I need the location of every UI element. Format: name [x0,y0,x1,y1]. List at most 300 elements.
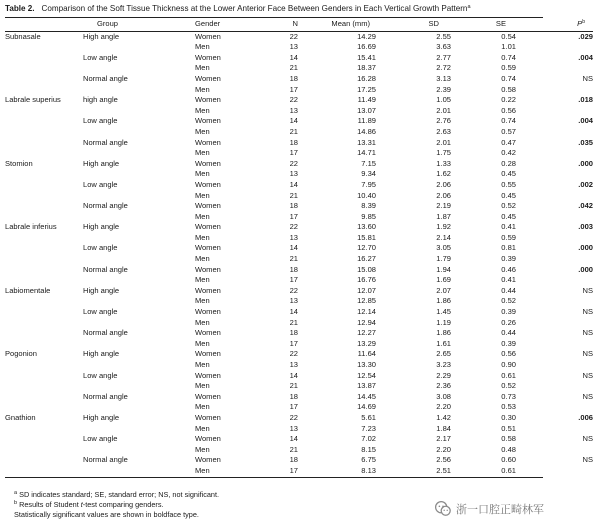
cell-parameter [5,265,83,276]
cell-gender: Women [195,95,221,105]
cell-p-value: NS [582,73,593,83]
cell-p-value: .003 [578,222,593,232]
cell-p-value: NS [582,370,593,380]
cell-gender: Women [195,349,221,359]
cell-group: Normal angle [83,391,128,401]
cell-sd: 2.01 [436,105,451,115]
cell-parameter [5,116,83,127]
header-parameter [5,18,83,31]
cell-gender: Women [195,179,221,189]
cell-group: Normal angle [83,137,128,147]
cell-se: 0.45 [501,190,516,200]
cell-mean: 11.89 [357,116,376,126]
cell-p-value: .035 [578,137,593,147]
cell-n: 14 [289,116,298,126]
cell-gender: Women [195,412,221,422]
cell-parameter [5,243,83,254]
cell-mean: 14.29 [357,31,376,41]
cell-group: Low angle [83,52,118,62]
cell-gender: Men [195,105,210,115]
cell-group: High angle [83,412,120,422]
cell-se: 0.39 [501,338,516,348]
cell-group: Low angle [83,116,118,126]
cell-gender: Women [195,31,221,41]
cell-n: 17 [289,84,298,94]
cell-n: 22 [289,222,298,232]
table-row [5,159,593,170]
cell-p-value [516,191,593,202]
cell-mean: 18.37 [357,63,376,73]
cell-p-value: NS [582,391,593,401]
wechat-logo-icon [434,500,452,518]
footnote-b [14,500,434,510]
cell-p-value [516,296,593,307]
cell-p-value [516,254,593,265]
cell-mean: 13.30 [357,360,376,369]
cell-sd: 3.23 [436,360,451,369]
cell-se: 0.55 [501,179,516,189]
cell-sd: 1.84 [436,423,451,433]
cell-se: 0.51 [501,423,516,433]
cell-se: 0.39 [501,254,516,264]
cell-group [83,148,195,159]
cell-gender: Women [195,264,221,274]
cell-parameter [5,138,83,149]
cell-p-value [516,106,593,117]
cell-se: 0.22 [501,95,516,105]
cell-mean: 13.29 [357,338,376,348]
cell-parameter: Labiomentale [5,285,51,295]
cell-p-value: NS [582,285,593,295]
cell-gender: Men [195,63,210,73]
footnote-a-text: SD indicates standard; SE, standard error; NS, not significant. [19,490,220,499]
table-row [5,127,593,138]
cell-sd: 1.62 [436,169,451,179]
cell-parameter [5,63,83,74]
table-row [5,138,593,149]
cell-p-value: NS [582,307,593,317]
table-row [5,434,593,445]
cell-group [83,296,195,307]
cell-sd: 3.13 [436,73,451,83]
table-row [5,455,593,466]
cell-sd: 1.19 [436,317,451,327]
cell-sd: 2.36 [436,381,451,391]
cell-mean: 14.45 [357,391,376,401]
cell-gender: Men [195,465,210,475]
cell-gender: Men [195,42,210,52]
cell-gender: Men [195,169,210,179]
table-row [5,95,593,106]
cell-n: 17 [289,402,298,412]
table-row [5,191,593,202]
table-row [5,402,593,413]
table-row [5,180,593,191]
cell-parameter [5,42,83,53]
data-table [5,18,593,477]
cell-group [83,106,195,117]
table-row [5,307,593,318]
cell-mean: 15.41 [357,52,376,62]
table-row [5,148,593,159]
cell-mean: 12.85 [357,296,376,306]
cell-mean: 14.86 [357,126,376,136]
cell-sd: 1.87 [436,211,451,221]
cell-parameter [5,148,83,159]
table-row [5,53,593,64]
cell-gender: Men [195,317,210,327]
header-n: N [263,18,298,31]
cell-sd: 2.39 [436,84,451,94]
cell-mean: 12.27 [357,328,376,338]
cell-n: 13 [289,232,298,242]
cell-gender: Women [195,222,221,232]
header-se: SE [451,18,516,31]
cell-gender: Women [195,201,221,211]
table-row [5,318,593,329]
cell-parameter [5,254,83,265]
cell-mean: 12.14 [357,307,376,317]
cell-gender: Men [195,190,210,200]
cell-gender: Women [195,434,221,444]
cell-se: 0.56 [501,105,516,115]
cell-group [83,339,195,350]
table-row [5,381,593,392]
cell-mean: 16.28 [357,73,376,83]
cell-p-value [516,318,593,329]
cell-sd: 3.05 [436,243,451,253]
table-row [5,466,593,477]
cell-n: 14 [289,434,298,444]
cell-group [83,85,195,96]
table-row [5,201,593,212]
cell-p-value [516,360,593,371]
cell-gender: Women [195,243,221,253]
watermark-text: 浙一口腔正畸林军 [456,504,544,516]
cell-parameter: Pogonion [5,349,37,359]
cell-n: 18 [289,264,298,274]
cell-sd: 1.45 [436,307,451,317]
header-p-label: P [577,19,583,28]
table-row [5,169,593,180]
table-body [5,31,593,476]
cell-group [83,212,195,223]
cell-se: 0.56 [501,349,516,359]
footnote-b-italic: t [80,500,83,509]
cell-se: 0.44 [501,328,516,338]
cell-parameter [5,275,83,286]
cell-parameter [5,180,83,191]
cell-p-value: .004 [578,116,593,126]
cell-group: Normal angle [83,328,128,338]
cell-group: Low angle [83,243,118,253]
cell-parameter [5,127,83,138]
cell-p-value [516,233,593,244]
cell-n: 17 [289,338,298,348]
header-gender: Gender [195,18,263,31]
cell-n: 21 [289,444,298,454]
cell-group [83,360,195,371]
cell-group [83,254,195,265]
cell-n: 17 [289,148,298,158]
cell-p-value [516,148,593,159]
cell-n: 17 [289,211,298,221]
cell-n: 13 [289,42,298,52]
cell-parameter [5,424,83,435]
cell-sd: 2.07 [436,285,451,295]
cell-parameter [5,371,83,382]
cell-p-value [516,445,593,456]
cell-p-value: .029 [578,31,593,41]
cell-sd: 2.06 [436,179,451,189]
table-row [5,265,593,276]
cell-p-value: NS [582,455,593,465]
cell-mean: 16.27 [357,254,376,264]
cell-n: 22 [289,412,298,422]
cell-n: 13 [289,169,298,179]
cell-n: 22 [289,31,298,41]
cell-sd: 1.75 [436,148,451,158]
cell-group: Low angle [83,179,118,189]
cell-mean: 8.39 [361,201,376,211]
caption-note-mark: a [467,4,471,10]
cell-parameter: Gnathion [5,412,36,422]
cell-group [83,445,195,456]
cell-se: 0.53 [501,402,516,412]
table-row [5,413,593,424]
cell-group: High angle [83,158,120,168]
cell-sd: 1.69 [436,275,451,285]
table-row [5,371,593,382]
cell-parameter [5,445,83,456]
table-row [5,360,593,371]
cell-parameter [5,191,83,202]
cell-mean: 11.49 [357,95,376,105]
cell-mean: 9.85 [361,211,376,221]
cell-se: 0.47 [501,137,516,147]
cell-mean: 13.31 [357,137,376,147]
watermark [434,499,544,519]
cell-mean: 12.54 [357,370,376,380]
cell-sd: 1.86 [436,296,451,306]
cell-mean: 17.25 [357,84,376,94]
cell-parameter [5,328,83,339]
cell-sd: 2.29 [436,370,451,380]
cell-group: Normal angle [83,264,128,274]
cell-mean: 11.64 [357,349,376,359]
cell-n: 21 [289,381,298,391]
cell-parameter [5,307,83,318]
cell-n: 18 [289,137,298,147]
footnotes [14,490,434,520]
cell-se: 0.59 [501,63,516,73]
cell-sd: 3.08 [436,391,451,401]
cell-p-value: NS [582,328,593,338]
cell-mean: 15.81 [357,232,376,242]
cell-group [83,402,195,413]
cell-n: 22 [289,95,298,105]
footnote-c: Statistically significant values are shown in boldface type. [14,510,199,519]
cell-p-value: .002 [578,179,593,189]
cell-n: 18 [289,391,298,401]
table-row [5,106,593,117]
table-row [5,74,593,85]
table-row [5,222,593,233]
cell-parameter [5,296,83,307]
cell-sd: 3.63 [436,42,451,52]
header-p [516,18,593,31]
cell-p-value [516,212,593,223]
cell-group [83,191,195,202]
table-row [5,233,593,244]
cell-mean: 7.02 [361,434,376,444]
cell-group: high angle [83,95,118,105]
cell-se: 0.42 [501,148,516,158]
cell-gender: Men [195,84,210,94]
cell-sd: 1.61 [436,338,451,348]
cell-se: 0.48 [501,444,516,454]
cell-gender: Men [195,402,210,412]
cell-p-value [516,127,593,138]
cell-group [83,424,195,435]
cell-gender: Men [195,381,210,391]
cell-n: 22 [289,158,298,168]
cell-p-value: .000 [578,264,593,274]
cell-p-value [516,169,593,180]
cell-gender: Women [195,391,221,401]
cell-n: 21 [289,63,298,73]
table-row [5,116,593,127]
cell-parameter: Labrale superius [5,95,61,105]
table-caption [5,3,545,15]
cell-parameter [5,169,83,180]
cell-sd: 2.19 [436,201,451,211]
cell-sd: 2.20 [436,402,451,412]
cell-gender: Men [195,296,210,306]
cell-mean: 12.94 [357,317,376,327]
cell-mean: 13.60 [357,222,376,232]
cell-gender: Men [195,211,210,221]
cell-parameter [5,392,83,403]
cell-p-value [516,275,593,286]
cell-parameter [5,212,83,223]
cell-mean: 8.15 [361,444,376,454]
cell-parameter [5,106,83,117]
cell-sd: 1.92 [436,222,451,232]
table-row [5,212,593,223]
cell-sd: 2.56 [436,455,451,465]
cell-gender: Women [195,307,221,317]
cell-n: 18 [289,328,298,338]
cell-n: 17 [289,275,298,285]
cell-n: 13 [289,296,298,306]
cell-gender: Women [195,285,221,295]
cell-sd: 2.77 [436,52,451,62]
cell-se: 0.58 [501,434,516,444]
cell-se: 0.61 [501,465,516,475]
cell-group: Low angle [83,370,118,380]
cell-sd: 2.76 [436,116,451,126]
cell-group: High angle [83,31,120,41]
table-row [5,392,593,403]
cell-p-value: .018 [578,95,593,105]
cell-parameter: Subnasale [5,31,41,41]
cell-group: Normal angle [83,73,128,83]
cell-p-value: .004 [578,52,593,62]
cell-se: 0.74 [501,52,516,62]
cell-mean: 7.15 [361,158,376,168]
cell-se: 0.52 [501,201,516,211]
cell-parameter [5,402,83,413]
cell-n: 18 [289,455,298,465]
cell-se: 0.28 [501,158,516,168]
cell-se: 0.45 [501,169,516,179]
cell-p-value [516,402,593,413]
cell-gender: Women [195,137,221,147]
cell-se: 0.74 [501,73,516,83]
table-row [5,424,593,435]
header-sd: SD [376,18,451,31]
cell-mean: 10.40 [357,190,376,200]
table-row [5,349,593,360]
cell-gender: Women [195,116,221,126]
cell-sd: 1.86 [436,328,451,338]
cell-parameter [5,434,83,445]
table-row [5,42,593,53]
cell-gender: Men [195,338,210,348]
footnote-a-mark: a [14,490,18,496]
cell-mean: 12.07 [357,285,376,295]
cell-n: 14 [289,370,298,380]
cell-se: 0.46 [501,264,516,274]
cell-se: 1.01 [501,42,516,52]
cell-group [83,466,195,477]
cell-se: 0.57 [501,126,516,136]
cell-p-value: NS [582,349,593,359]
cell-parameter [5,381,83,392]
cell-group [83,275,195,286]
cell-n: 18 [289,73,298,83]
cell-n: 21 [289,190,298,200]
cell-n: 14 [289,52,298,62]
cell-gender: Men [195,254,210,264]
cell-gender: Women [195,455,221,465]
cell-p-value [516,424,593,435]
cell-se: 0.54 [501,31,516,41]
cell-n: 14 [289,307,298,317]
cell-group [83,127,195,138]
cell-parameter [5,233,83,244]
cell-mean: 14.69 [357,402,376,412]
cell-sd: 2.51 [436,465,451,475]
cell-parameter [5,339,83,350]
cell-parameter: Stomion [5,158,33,168]
cell-mean: 14.71 [357,148,376,158]
cell-group: High angle [83,222,120,232]
table-row [5,254,593,265]
cell-sd: 2.72 [436,63,451,73]
table-row [5,286,593,297]
cell-parameter [5,318,83,329]
cell-mean: 13.07 [357,105,376,115]
cell-mean: 16.76 [357,275,376,285]
cell-group: Normal angle [83,201,128,211]
cell-group [83,169,195,180]
cell-n: 21 [289,126,298,136]
cell-parameter [5,85,83,96]
header-group: Group [83,18,195,31]
cell-mean: 7.95 [361,179,376,189]
